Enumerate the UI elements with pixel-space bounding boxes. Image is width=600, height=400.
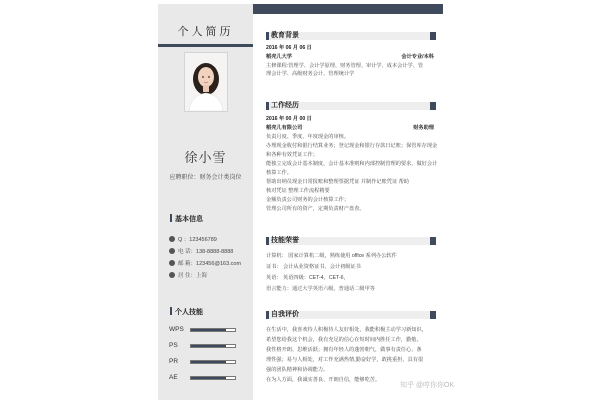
contact-qq	[169, 235, 217, 243]
self-eval-line: 强的团队精神和协调能力。	[266, 367, 329, 373]
mail-icon	[169, 260, 175, 266]
honors-line: 证书： 会计从业资格证书，会计初级证书	[266, 264, 361, 270]
heading-marker	[170, 214, 172, 222]
work-line: 负责月度、季度、年度现金的审核。	[266, 134, 350, 140]
watermark: 知乎 @哼你你OK	[400, 382, 455, 389]
section-end-marker	[430, 32, 436, 40]
education-date: 2016 年 06 月 06 日	[266, 45, 312, 51]
skill-name: PS	[169, 342, 178, 349]
location-icon	[169, 272, 175, 278]
work-heading: 工作经历	[271, 102, 299, 109]
work-line: 核对凭证 整理工作流程精要	[266, 188, 330, 194]
work-company: 稻壳儿有限公司	[266, 125, 303, 131]
work-line: 办理现金收付和银行结算业务；登记现金和银行存款日记账；保管库存现金	[266, 143, 438, 149]
section-end-marker	[430, 237, 436, 245]
heading-marker	[170, 307, 172, 315]
education-heading: 教育背景	[271, 32, 299, 39]
section-end-marker	[430, 102, 436, 110]
profile-photo	[184, 52, 228, 112]
skills-heading	[170, 307, 203, 317]
work-line: 金额负责公司财务的会计核算工作；	[266, 197, 350, 203]
honors-section-header	[266, 237, 436, 245]
contact-email-text: 邮 箱：123456@163.com	[178, 261, 242, 267]
work-line: 能独立完成会计基本制度，会计基本准则和内部控制管理的要求，做好会计	[266, 161, 438, 167]
skill-name: AE	[169, 374, 178, 381]
self-eval-line: 在生活中，我喜欢待人积极待人友好相处，我能积极主动学习新知识，	[266, 327, 427, 333]
skill-name: PR	[169, 358, 179, 365]
honors-heading: 技能荣誉	[271, 237, 299, 244]
self-eval-line: 在为人方面，我诚实善良、开朗自信，能够吃苦。	[266, 377, 381, 383]
skill-row	[169, 342, 239, 349]
education-school: 稻壳儿大学	[266, 54, 292, 60]
candidate-name: 徐小雪	[184, 150, 227, 165]
skill-bar	[190, 328, 236, 332]
self-eval-line: 希望您给我这个机会，我有充足的信心在短时间内胜任工作，勤勉，	[266, 337, 422, 343]
section-marker	[266, 32, 269, 40]
work-line: 管理公司所有的资产，定期负责财产盘查。	[266, 206, 365, 212]
resume-title: 个人简历	[177, 25, 234, 38]
work-line: 和各种有效凭证工作；	[266, 152, 318, 158]
contact-phone	[169, 247, 233, 255]
resume-page	[158, 4, 443, 400]
self-eval-heading: 自我评价	[271, 311, 299, 318]
contact-email	[169, 259, 241, 267]
work-section-header	[266, 102, 436, 110]
contact-location-text: 居 住：上海	[178, 273, 208, 279]
work-line: 核算工作。	[266, 170, 292, 176]
section-marker	[266, 311, 269, 319]
contact-heading	[170, 214, 203, 224]
skill-bar-fill	[191, 345, 226, 347]
skill-bar	[190, 360, 236, 364]
education-courses-line: 主修课程:管理学、会计学原理、财务管理、审计学、成本会计学、管	[266, 63, 424, 69]
self-eval-line: 我性格开朗、思维活跃；拥有年轻人的蓬勃朝气，做事有责任心、条	[266, 347, 422, 353]
contact-location	[169, 271, 207, 279]
skill-name: WPS	[169, 326, 184, 333]
contact-qq-text: Q ：123456789	[178, 237, 217, 243]
section-marker	[266, 237, 269, 245]
education-courses-line: 理会计学、高级财务会计、管理统计学	[266, 71, 355, 77]
qq-icon	[169, 236, 175, 242]
section-marker	[266, 102, 269, 110]
skill-bar	[190, 344, 236, 348]
sidebar	[158, 4, 253, 400]
self-eval-line: 理性强；易与人相处，对工作充满热情,勤奋好学，敢挑重担，具有很	[266, 357, 424, 363]
honors-line: 计算机： 国家计算机二级，熟练使用 office 系列办公软件	[266, 253, 397, 259]
contact-heading-label: 基本信息	[175, 216, 203, 223]
phone-icon	[169, 248, 175, 254]
skills-heading-label: 个人技能	[175, 309, 203, 316]
skill-row	[169, 326, 239, 333]
education-major: 会计专业/本科	[401, 54, 434, 60]
skill-bar-fill	[191, 377, 226, 379]
job-intent: 应聘职位：财务会计类岗位	[169, 175, 242, 181]
education-section-header	[266, 32, 436, 40]
contact-phone-text: 电 话：138-8888-8888	[178, 249, 234, 255]
work-position: 财务助理	[413, 125, 434, 131]
work-date: 2016 年 00 月 00 日	[266, 116, 312, 122]
title-divider	[158, 44, 253, 47]
skill-row	[169, 374, 239, 381]
skill-row	[169, 358, 239, 365]
self-eval-section-header	[266, 311, 436, 319]
honors-line: 英语： 英语四级：CET-4，CET-6，	[266, 275, 349, 281]
skill-bar-fill	[191, 361, 226, 363]
skill-bar	[190, 376, 236, 380]
honors-line: 语言能力：通过大学英语六级，普通话二级甲等	[266, 286, 375, 292]
header-bar	[253, 4, 443, 14]
section-end-marker	[430, 311, 436, 319]
work-line: 帮助出纳员现金日常报账和整理票据凭证 并制作记账凭证 帮助	[266, 179, 409, 185]
skill-bar-fill	[191, 329, 226, 331]
